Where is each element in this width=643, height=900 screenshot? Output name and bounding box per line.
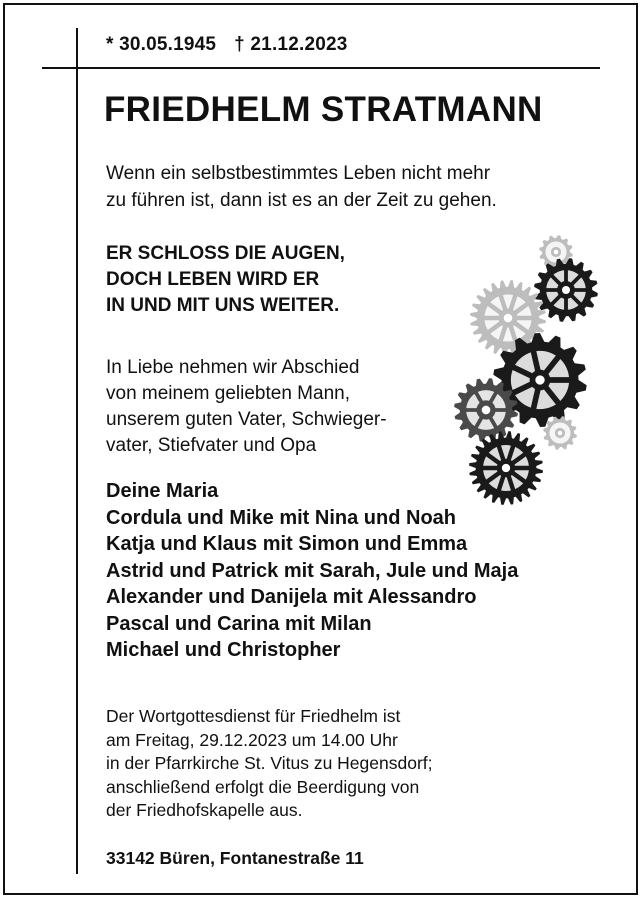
verse-line: DOCH LEBEN WIRD ER bbox=[106, 269, 320, 290]
cross-horizontal-line bbox=[42, 67, 600, 69]
address: 33142 Büren, Fontanestraße 11 bbox=[106, 848, 364, 868]
service-line: in der Pfarrkirche St. Vitus zu Hegensdorf; bbox=[106, 753, 433, 773]
family-line: Alexander und Danijela mit Alessandro bbox=[106, 586, 477, 608]
life-dates bbox=[106, 34, 348, 56]
bold-verse bbox=[106, 241, 345, 319]
cross-vertical-line bbox=[76, 28, 78, 874]
service-line: am Freitag, 29.12.2023 um 14.00 Uhr bbox=[106, 729, 398, 750]
farewell-line: von meinem geliebten Mann, bbox=[106, 383, 350, 404]
gear-small-right bbox=[543, 416, 577, 450]
gear-bottom bbox=[469, 431, 543, 505]
service-line: anschließend erfolgt die Beerdigung von bbox=[106, 776, 420, 797]
death-date: † 21.12.2023 bbox=[234, 34, 348, 55]
service-info bbox=[106, 705, 433, 823]
family-line: Pascal und Carina mit Milan bbox=[106, 612, 372, 635]
family-line: Katja und Klaus mit Simon und Emma bbox=[106, 533, 468, 555]
family-line: Michael und Christopher bbox=[106, 639, 341, 661]
quote-line: Wenn ein selbstbestimmtes Leben nicht mehr bbox=[106, 163, 491, 184]
quote-line: zu führen ist, dann ist es an der Zeit zu gehen. bbox=[106, 190, 497, 211]
birth-date: * 30.05.1945 bbox=[106, 34, 217, 55]
gears-icon bbox=[450, 230, 620, 510]
service-line: Der Wortgottesdienst für Friedhelm ist bbox=[106, 706, 401, 726]
quote bbox=[106, 160, 497, 214]
service-line: der Friedhofskapelle aus. bbox=[106, 800, 303, 820]
farewell-line: In Liebe nehmen wir Abschied bbox=[106, 357, 360, 378]
farewell-line: vater, Stiefvater und Opa bbox=[106, 435, 317, 456]
family-line: Cordula und Mike mit Nina und Noah bbox=[106, 506, 456, 529]
deceased-name: FRIEDHELM STRATMANN bbox=[104, 90, 543, 129]
family-line: Astrid und Patrick mit Sarah, Jule und Maja bbox=[106, 559, 519, 582]
family-line: Deine Maria bbox=[106, 480, 219, 502]
farewell-text bbox=[106, 355, 387, 459]
verse-line: ER SCHLOSS DIE AUGEN, bbox=[106, 243, 345, 264]
verse-line: IN UND MIT UNS WEITER. bbox=[106, 295, 340, 316]
farewell-line: unserem guten Vater, Schwieger- bbox=[106, 409, 387, 430]
